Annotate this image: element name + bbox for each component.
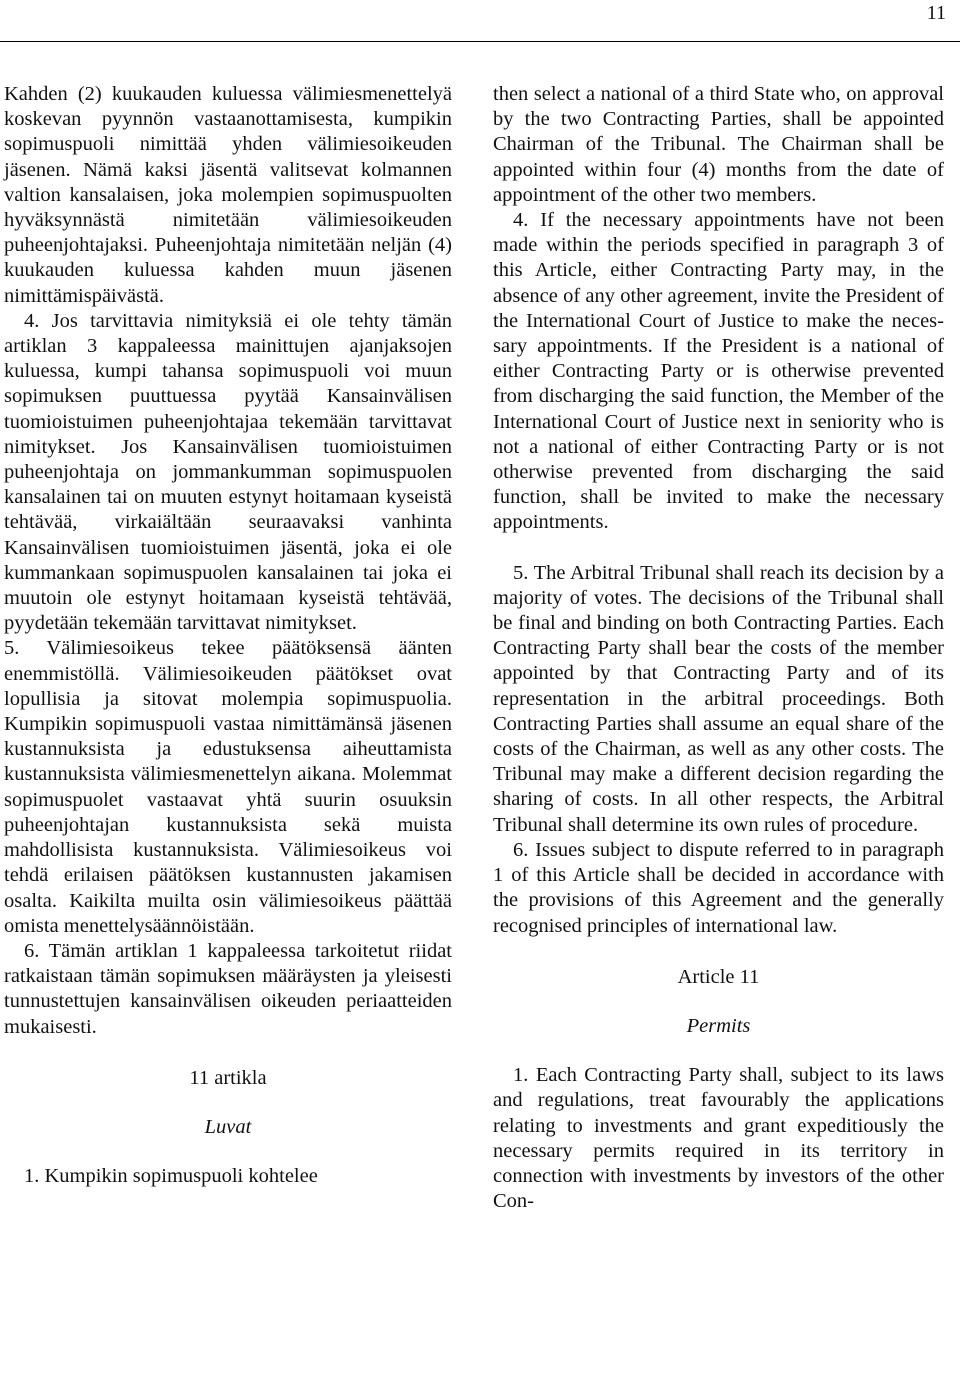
paragraph: 4. If the necessary appointments have not been made within the periods specified in paragraph 3 of this Article, either Contracting Party may, in the absence of any other agreement, invite the President of the International Court of Justice to make the necessary appointments. If the President is a national of either Contracting Party or is otherwise prevented from discharging the said function, the Member of the International Court of Justice next in seniority who is not a national of either Contracting Party or is not otherwise prevented from discharging the said function, shall be invited to make the necessary appointments. (493, 209, 944, 534)
article-subheading: Luvat (204, 1115, 252, 1138)
article-subheading: Permits (686, 1014, 751, 1037)
paragraph: 4. Jos tarvittavia nimityksiä ei ole tehty tämän artiklan 3 kappaleessa mainittujen ajanjaksojen kuluessa, kumpi tahansa sopimuspuoli voi muun sopimuksen puuttuessa pyytää Kansainvälisen tuomioistuimen puheenjohtajaa tekemään tarvittavat nimitykset. Jos Kansainvälisen tuomioistuimen puheenjohtaja on jommankumman sopimuspuolen kansalainen tai on muuten estynyt hoitamaan kyseistä tehtävää, virkaiältään seuraavaksi vanhinta Kansainvälisen tuomioistuimen jäsentä, joka ei ole kummankaan sopimuspuolen kansalainen tai joka ei muutoin ole estynyt hoitamaan kyseistä tehtävää, pyydetään tekemään tarvittavat nimitykset. (4, 309, 452, 635)
finnish-column (4, 82, 452, 1189)
page-number: 11 (926, 2, 946, 24)
english-column (493, 82, 944, 1214)
paragraph: 1. Kumpikin sopimuspuoli kohtelee (24, 1165, 318, 1188)
article-heading: Article 11 (677, 965, 760, 988)
paragraph: 1. Each Contracting Party shall, subject to its laws and regulations, treat favourably the applications relating to investments and grant expeditiously the necessary permits required in its territory in connection with investments by investors of the other Con- (493, 1064, 944, 1213)
paragraph: 5. The Arbitral Tribunal shall reach its decision by a majority of votes. The decisions of the Tribunal shall be final and binding on both Contracting Parties. Each Contracting Party shall bear the costs of the member appointed by that Contracting Party and of its representation in the arbitral proceedings. Both Contracting Parties shall assume an equal share of the costs of the Chairman, as well as any other costs. The Tribunal may make a different decision regarding the sharing of costs. In all other respects, the Arbitral Tribunal shall determine its own rules of procedure. (493, 561, 944, 836)
paragraph: 6. Tämän artiklan 1 kappaleessa tarkoitetut riidat ratkaistaan tämän sopimuksen määräysten ja yleisesti tunnustettujen kansainvälisen oikeuden periaatteiden mukaisesti. (4, 939, 452, 1038)
paragraph: then select a national of a third State who, on approval by the two Contracting Parties, shall be appointed Chairman of the Tribunal. The Chairman shall be appointed within four (4) months from the date of appointment of the other two members. (493, 83, 944, 206)
paragraph: Kahden (2) kuukauden kuluessa välimiesmenettelyä koskevan pyynnön vastaanottamisesta, kumpikin sopimuspuoli nimittää yhden välimiesoikeuden jäsenen. Nämä kaksi jäsentä valitsevat kolmannen valtion kansalaisen, joka molempien sopimuspuolten hyväksynnästä nimitetään välimiesoikeuden puheenjohtajaksi. Puheenjohtaja nimitetään neljän (4) kuukauden kuluessa kahden muun jäsenen nimittämispäivästä. (4, 83, 452, 307)
paragraph: 6. Issues subject to dispute referred to in paragraph 1 of this Article shall be decided in accordance with the provisions of this Agreement and the generally recognised principles of international law. (493, 838, 944, 937)
article-heading: 11 artikla (189, 1066, 267, 1089)
paragraph: 5. Välimiesoikeus tekee päätöksensä äänten enemmistöllä. Välimiesoikeuden päätökset ovat lopullisia ja sitovat molempia sopimuspuolia. Kumpikin sopimuspuoli vastaa nimittämänsä jäsenen kustannuksista ja edustuksensa aiheuttamista kustannuksista välimiesmenettelyn aikana. Molemmat sopimuspuolet vastaavat yhtä suurin osuuksin puheenjohtajan kustannuksista sekä muista mahdollisista kustannuksista. Välimiesoikeus voi tehdä erilaisen päätöksen kustannusten jakamisen osalta. Kaikilta muilta osin välimiesoikeus päättää omista menettelysäännöistään. (4, 637, 452, 937)
header-rule (0, 41, 960, 42)
